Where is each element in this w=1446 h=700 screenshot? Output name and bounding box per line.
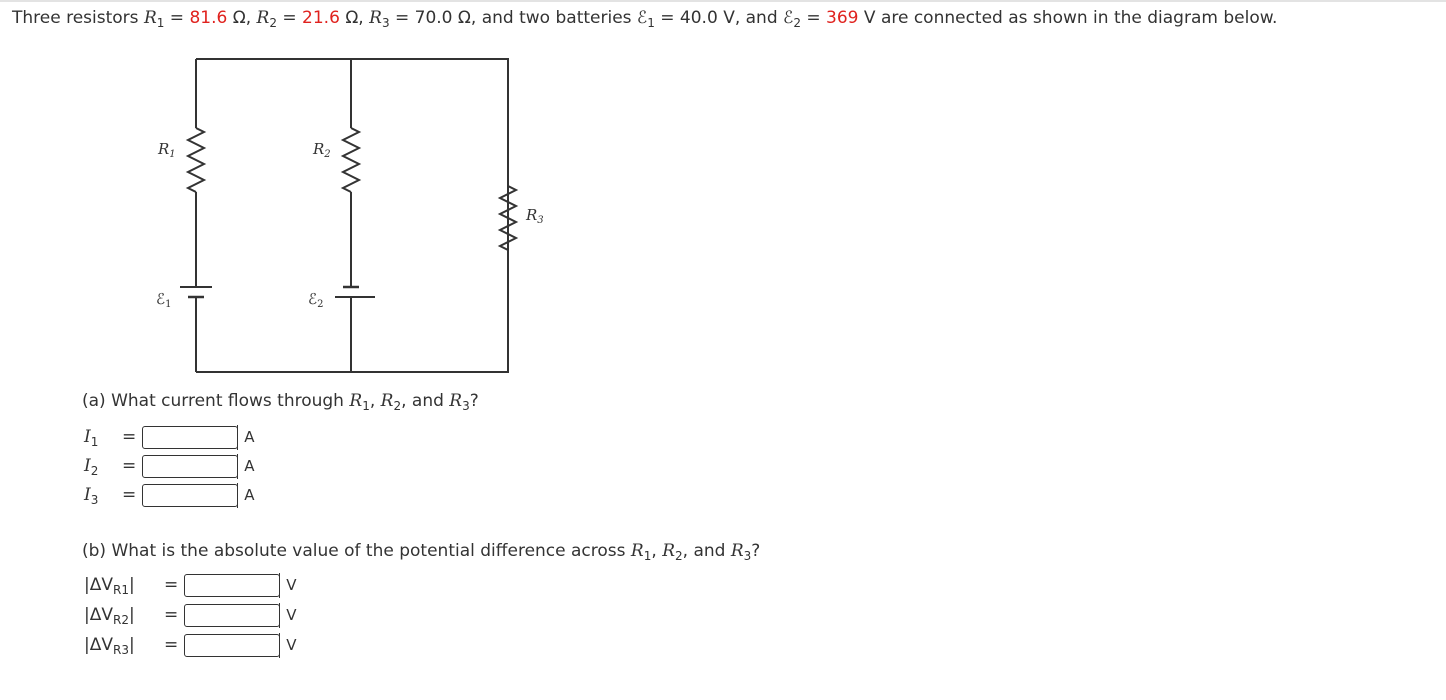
top-divider: [0, 0, 1446, 2]
unit-label: A: [237, 483, 254, 508]
answer-row-i3: $I_3$ = A: [84, 482, 255, 508]
unit-label: A: [237, 454, 254, 479]
unit-label: V: [279, 603, 296, 628]
answer-row-dv-r3: $|\Delta V_{R3}|$ = V: [84, 632, 297, 658]
label-r1: $R_1$: [158, 140, 176, 160]
r3-value: 70.0: [414, 8, 453, 28]
answer-row-dv-r1: $|\Delta V_{R1}|$ = V: [84, 572, 297, 598]
answer-row-i2: $I_2$ = A: [84, 453, 255, 479]
label-r2: $R_2$: [313, 140, 331, 160]
potential-dv-r2-input[interactable]: [184, 604, 280, 627]
resistor-r2: [343, 128, 359, 192]
part-b-question: (b) What is the absolute value of the potential difference across $R_1$, $R_2$, and $R_3$?: [82, 541, 761, 563]
current-i1-input[interactable]: [142, 426, 238, 449]
label-e1: ℰ$_1$: [156, 290, 172, 310]
resistor-r1: [188, 128, 204, 192]
answer-row-dv-r2: $|\Delta V_{R2}|$ = V: [84, 602, 297, 628]
potential-dv-r1-input[interactable]: [184, 574, 280, 597]
e1-value: 40.0: [679, 8, 718, 28]
unit-label: V: [279, 633, 296, 658]
label-r3: $R_3$: [526, 206, 544, 226]
current-i2-input[interactable]: [142, 455, 238, 478]
problem-statement: Three resistors $R_1 = 81.6$ Ω, $R_2 = 21.6$ Ω, $R_3 = 70.0$ Ω, and two batteries ℰ$_1$ = 40.0 V, and ℰ$_2$ = 369 V are connected as shown in the diagram below.: [12, 8, 1278, 30]
current-i3-input[interactable]: [142, 484, 238, 507]
r2-value: 21.6: [302, 8, 340, 28]
answer-row-i1: $I_1$ = A: [84, 424, 255, 450]
r1-value: 81.6: [189, 8, 228, 28]
circuit-diagram: [130, 52, 550, 382]
potential-dv-r3-input[interactable]: [184, 634, 280, 657]
label-e2: ℰ$_2$: [308, 290, 324, 310]
e2-value: 369: [826, 8, 859, 28]
unit-label: V: [279, 573, 296, 598]
unit-label: A: [237, 425, 254, 450]
part-a-question: (a) What current flows through $R_1$, $R_2$, and $R_3$?: [82, 391, 479, 413]
